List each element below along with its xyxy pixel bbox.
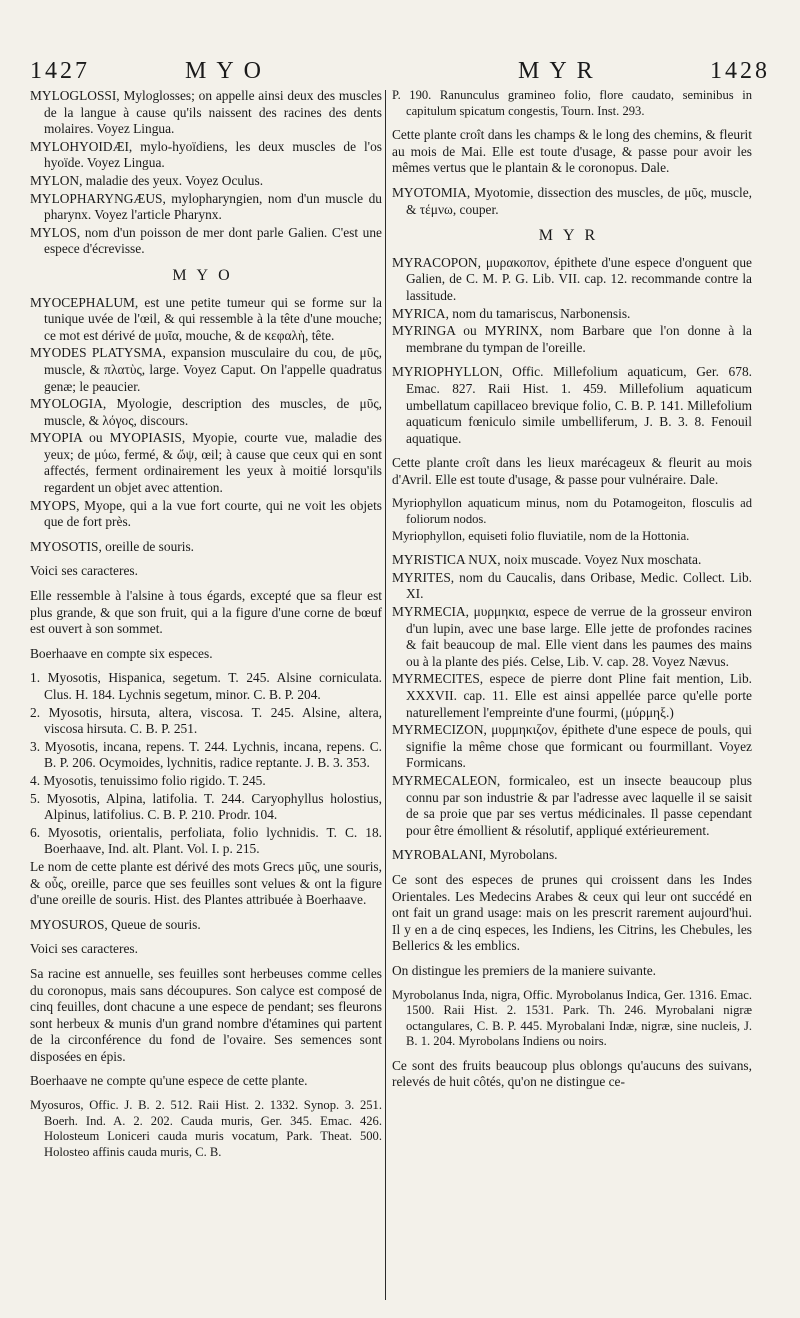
- entry-mylon: MYLON, maladie des yeux. Voyez Oculus.: [30, 172, 264, 188]
- entry-myops: MYOPS, Myope, qui a la vue fort courte, qui ne voit les objets que de fort près.: [30, 497, 382, 530]
- entry-myodes-platysma: MYODES PLATYSMA, expansion musculaire du cou, de μῦς, muscle, & πλατὺς, large. Voyez Caput. On l'appelle quadratus genæ; le peaucier.: [30, 345, 382, 394]
- column-divider: [385, 90, 386, 1300]
- entry-myringa: MYRINGA ou MYRINX, nom Barbare que l'on donne à la membrane du tympan de l'oreille.: [392, 323, 752, 355]
- entry-myrmecites: MYRMECITES, espece de pierre dont Pline fait mention, Lib. XXXVII. cap. 11. Elle est ainsi appellée parce qu'elle porte naturellement l'empreinte d'une fourmi, (μύρμηξ.): [392, 671, 752, 720]
- paragraph-species-count-2: Boerhaave ne compte qu'une espece de cette plante.: [30, 1073, 308, 1089]
- entry-mylos: MYLOS, nom d'un poisson de mer dont parle Galien. C'est une espece d'écrevisse.: [30, 224, 382, 257]
- paragraph-characters-2: Voici ses caracteres.: [30, 941, 138, 957]
- entry-myracopon: MYRACOPON, μυρακοπον, épithete d'une espece d'onguent que Galien, de C. M. P. G. Lib. VII. cap. 12. recommande contre la lassitude.: [392, 254, 752, 303]
- running-head-left: MYO: [185, 58, 272, 84]
- paragraph-myrobolanus-inda: Myrobolanus Inda, nigra, Offic. Myrobolanus Indica, Ger. 1316. Emac. 1500. Raii Hist. 2. 1531. Park. Th. 246. Myrobalani nigræ octangulares, C. B. P. 445. Myrobalani Indæ, nigræ, sine nucleis, J. B. 1. 204. Myrobolans Indiens ou noirs.: [392, 987, 752, 1049]
- paragraph-continuation: P. 190. Ranunculus gramineo folio, flore caudato, seminibus in capitulum spicatum congestis, Tourn. Inst. 293.: [392, 88, 752, 118]
- entry-myologia: MYOLOGIA, Myologie, description des muscles, de μῦς, muscle, & λόγος, discours.: [30, 396, 382, 428]
- entry-myosuros: MYOSUROS, Queue de souris.: [30, 916, 201, 932]
- running-head-right: MYR: [518, 58, 603, 84]
- paragraph-synonyms: Myosuros, Offic. J. B. 2. 512. Raii Hist. 2. 1332. Synop. 3. 251. Boerh. Ind. A. 2. 202. Cauda muris, Ger. 345. Emac. 426. Holosteum Loniceri cauda muris vocatum, Park. Theat. 500. Holosteo affinis cauda muris, C. B.: [30, 1098, 382, 1159]
- paragraph-description: Elle ressemble à l'alsine à tous égards, excepté que sa fleur est plus grande, & que son fruit, qui a la figure d'une corne de bœuf est ouvert à son sommet.: [30, 588, 382, 637]
- paragraph-fruits: Ce sont des fruits beaucoup plus oblongs qu'aucuns des suivans, relevés de huit côtés, qu'on ne distingue ce-: [392, 1057, 752, 1090]
- species-item-5: 5. Myosotis, Alpina, latifolia. T. 244. Caryophyllus holostius, Alpinus, latifolius. C. B. P. 210. Prodr. 104.: [30, 790, 382, 823]
- running-header: [30, 58, 770, 88]
- entry-myrobalani: MYROBALANI, Myrobolans.: [392, 847, 558, 863]
- entry-myrites: MYRITES, nom du Caucalis, dans Oribase, Medic. Collect. Lib. XI.: [392, 569, 752, 602]
- entry-myopia: MYOPIA ou MYOPIASIS, Myopie, courte vue, maladie des yeux; de μύω, fermé, & ὤψ, œil; à cause que ceux qui en sont affectés, ferment ordinairement les yeux à moitié lorsqu'ils regardent un objet avec attention.: [30, 430, 382, 496]
- paragraph-root-description: Sa racine est annuelle, ses feuilles sont herbeuses comme celles du coronopus, mais sans découpures. Son calyce est composé de cinq feuilles, dont chacune a une espece de pendant; ses fleurons sont herbeux & munis d'un grand nombre d'étamines qui partent de la circonférence du fond de l'ovaire. Ses semences sont disposées en épis.: [30, 965, 382, 1064]
- species-item-4: 4. Myosotis, tenuissimo folio rigido. T. 245.: [30, 772, 266, 788]
- page-number-left: 1427: [30, 58, 90, 84]
- paragraph-species-count: Boerhaave en compte six especes.: [30, 645, 213, 661]
- paragraph-myrobalani-description: Ce sont des especes de prunes qui croissent dans les Indes Orientales. Les Medecins Arabes & ceux qui leur ont succédé en ont fait un grand usage: mais on les prescrit rarement aujourd'hui. Il y en a de cinq especes, les Indiens, les Citrins, les Chebules, les Bellerics & les emblics.: [392, 871, 752, 954]
- left-column: [30, 88, 382, 1161]
- paragraph-distinction: On distingue les premiers de la maniere suivante.: [392, 962, 657, 978]
- entry-myosotis: MYOSOTIS, oreille de souris.: [30, 538, 195, 554]
- species-item-6: 6. Myosotis, orientalis, perfoliata, folio lychnidis. T. C. 18. Boerhaave, Ind. alt. Plant. Vol. I. p. 215.: [30, 824, 382, 857]
- right-column: [392, 88, 752, 1092]
- entry-myrica: MYRICA, nom du tamariscus, Narbonensis.: [392, 305, 631, 321]
- entry-mylopharyngaeus: MYLOPHARYNGÆUS, mylopharyngien, nom d'un muscle du pharynx. Voyez l'article Pharynx.: [30, 190, 382, 223]
- species-item-2: 2. Myosotis, hirsuta, altera, viscosa. T. 245. Alsine, altera, viscosa hirsuta. C. B. P. 251.: [30, 704, 382, 737]
- paragraph-etymology: Le nom de cette plante est dérivé des mots Grecs μῦς, une souris, & οὖς, oreille, parce que ses feuilles sont velues & ont la figure d'une oreille de souris. Hist. des Plantes attribuée à Boerhaave.: [30, 858, 382, 908]
- entry-myrmecizon: MYRMECIZON, μυρμηκιζον, épithete d'une espece de pouls, qui signifie la même chose que formicant ou fourmillant. Voyez Formicans.: [392, 722, 752, 771]
- entry-myrmecia: MYRMECIA, μυρμηκια, espece de verrue de la grosseur environ d'un lupin, avec une base large. Elle jette de profondes racines & fait beaucoup de mal. Elle vient dans les paumes des mains ou à la plante des piés. Celse, Lib. V. cap. 28. Voyez Nævus.: [392, 604, 752, 669]
- species-item-1: 1. Myosotis, Hispanica, segetum. T. 245. Alsine corniculata. Clus. H. 184. Lychnis segetum, minor. C. B. P. 204.: [30, 670, 382, 702]
- entry-myocephalum: MYOCEPHALUM, est une petite tumeur qui se forme sur la tunique uvée de l'œil, & qui ressemble à la tête d'une mouche; ce mot est dérivé de μυῖα, mouche, & de κεφαλὴ, tête.: [30, 294, 382, 343]
- paragraph-myriophyllon-habitat: Cette plante croît dans les lieux marécageux & fleurit au mois d'Avril. Elle est toute d'usage, & passe pour vulnéraire. Dale.: [392, 455, 752, 487]
- entry-myriophyllon-equiseti: Myriophyllon, equiseti folio fluviatile, nom de la Hottonia.: [392, 528, 690, 543]
- entry-myriophyllon: MYRIOPHYLLON, Offic. Millefolium aquaticum, Ger. 678. Emac. 827. Raii Hist. 1. 459. Millefolium aquaticum umbellatum capillaceo brevique folio, C. B. P. 141. Millefolium aquaticum fœniculo simile umbelliferum, J. B. 3. 8. Fenouil aquatique.: [392, 364, 752, 446]
- entry-myotomia: MYOTOMIA, Myotomie, dissection des muscles, de μῦς, muscle, & τέμνω, couper.: [392, 184, 752, 217]
- entry-mylohyoidaei: MYLOHYOIDÆI, mylo-hyoïdiens, les deux muscles de l'os hyoïde. Voyez Lingua.: [30, 138, 382, 171]
- entry-myriophyllon-minus: Myriophyllon aquaticum minus, nom du Potamogeiton, flosculis ad foliorum nodos.: [392, 496, 752, 527]
- entry-myristica-nux: MYRISTICA NUX, noix muscade. Voyez Nux moschata.: [392, 552, 702, 568]
- paragraph-characters: Voici ses caracteres.: [30, 563, 138, 579]
- species-item-3: 3. Myosotis, incana, repens. T. 244. Lychnis, incana, repens. C. B. P. 206. Ocymoides, lychnitis, radice reptante. J. B. 3. 353.: [30, 738, 382, 771]
- section-heading-myo: MYO: [172, 266, 240, 284]
- entry-myloglossi: MYLOGLOSSI, Myloglosses; on appelle ainsi deux des muscles de la langue à cause qu'ils naissent des racines des dents molaires. Voyez Lingua.: [30, 88, 382, 137]
- paragraph-habitat: Cette plante croît dans les champs & le long des chemins, & fleurit au mois de Mai. Elle est toute d'usage, & passe pour avoir les mêmes vertus que le plantain & le coronopus. Dale.: [392, 127, 752, 176]
- section-heading-myr: MYR: [538, 227, 606, 245]
- entry-myrmecaleon: MYRMECALEON, formicaleo, est un insecte beaucoup plus connu par son industrie & par l'adresse avec laquelle il se saisit de sa proie que par ses vertus médicinales. Il passe cependant pour être émollient & résolutif, appliqué extérieurement.: [392, 772, 752, 838]
- page-number-right: 1428: [710, 58, 770, 84]
